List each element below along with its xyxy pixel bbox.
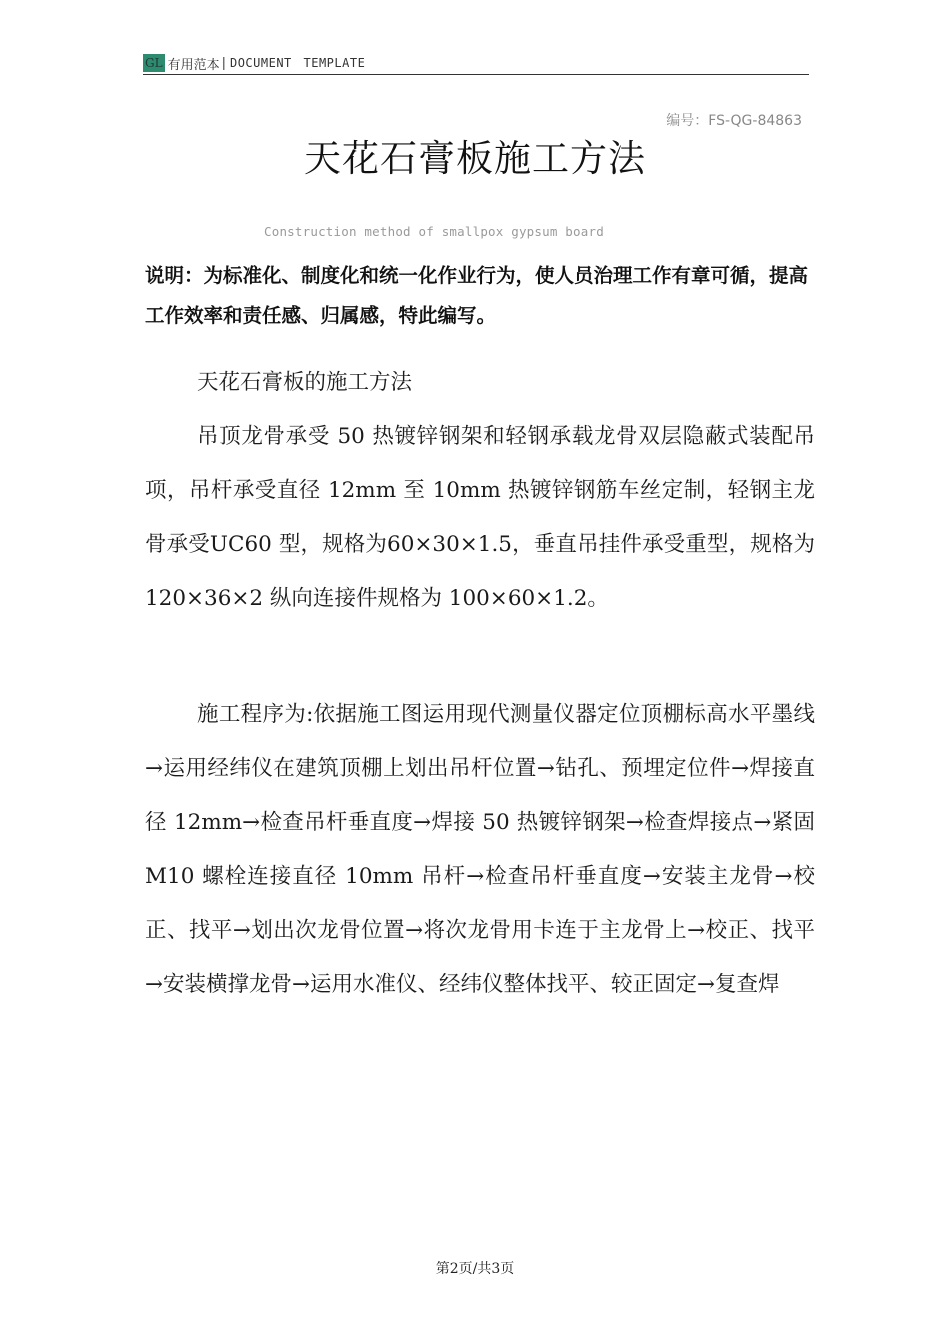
- header-separator: |: [221, 55, 226, 71]
- document-number: 编号：FS-QG-84863: [666, 113, 802, 129]
- document-header: [143, 52, 809, 75]
- paragraph-ceiling-keel: 吊顶龙骨承受 50 热镀锌钢架和轻钢承载龙骨双层隐蔽式装配吊项，吊杆承受直径 12mm 至 10mm 热镀锌钢筋车丝定制，轻钢主龙骨承受UC60 型，规格为60×30×1.5，垂直吊挂件承受重型，规格为 120×36×2 纵向连接件规格为 100×60×1.2。: [145, 424, 815, 611]
- description-note: 说明：为标准化、制度化和统一化作业行为，使人员治理工作有章可循，提高工作效率和责任感、归属感，特此编写。: [145, 264, 809, 327]
- page-title: 天花石膏板施工方法: [304, 137, 646, 180]
- english-subtitle: Construction method of smallpox gypsum board: [264, 224, 604, 239]
- section-heading: 天花石膏板的施工方法: [197, 370, 413, 395]
- brand-name: 有用范本: [167, 57, 220, 73]
- paragraph-construction-procedure: 施工程序为:依据施工图运用现代测量仪器定位顶棚标高水平墨线→运用经纬仪在建筑顶棚上划出吊杆位置→钻孔、预埋定位件→焊接直径 12mm→检查吊杆垂直度→焊接 50 热镀锌钢架→检查焊接点→紧固 M10 螺栓连接直径 10mm 吊杆→检查吊杆垂直度→安装主龙骨→校正、找平→划出次龙骨位置→将次龙骨用卡连于主龙骨上→校正、找平→安装横撑龙骨→运用水准仪、经纬仪整体找平、较正固定→复查焊: [145, 702, 815, 997]
- template-label: DOCUMENT TEMPLATE: [229, 56, 366, 70]
- page-footer: 第2页/共3页: [435, 1261, 515, 1277]
- logo: GL: [145, 56, 163, 70]
